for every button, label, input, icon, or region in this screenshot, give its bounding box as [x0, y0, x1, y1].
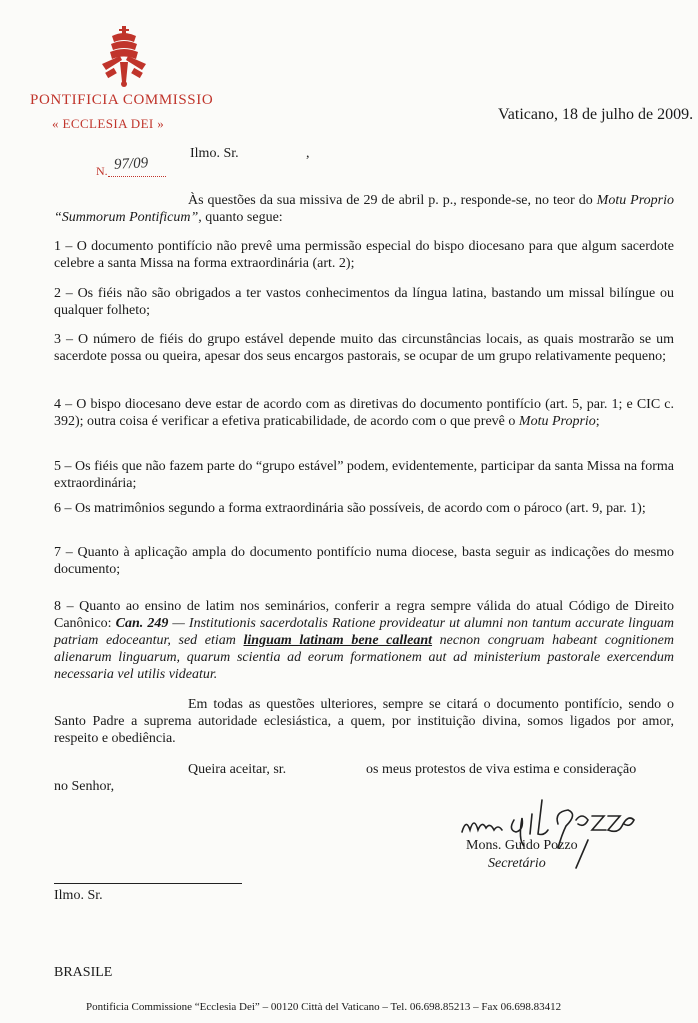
closing-paragraph: Em todas as questões ulteriores, sempre se citará o documento pontifício, sendo o Santo Padre a suprema autoridade eclesiástica, a quem, por instituição divina, somos ligados por amor, respeito e obediência. [54, 697, 674, 746]
reference-line [108, 176, 166, 177]
point-4-text: 4 – O bispo diocesano deve estar de acordo com as diretivas do documento pontifício (art. 5, par. 1; e CIC c. 392); outra coisa é verificar a efetiva praticabilidade, de acordo com o que prevê o [54, 397, 674, 429]
recipient-label: Ilmo. Sr. [54, 888, 103, 903]
intro-text: Às questões da sua missiva de 29 de abril p. p., responde-se, no teor do [188, 193, 597, 208]
org-name: PONTIFICIA COMMISSIO [30, 92, 214, 108]
reference-label: N. [96, 164, 108, 178]
point-4-end: ; [595, 414, 600, 429]
signatory-title: Secretário [488, 856, 546, 871]
intro-paragraph [54, 192, 674, 226]
closing-greeting-start: Queira aceitar, sr. [188, 762, 287, 777]
salutation: Ilmo. Sr. [190, 146, 239, 161]
point-1: 1 – O documento pontifício não prevê uma permissão especial do bispo diocesano para que algum sacerdote celebre a santa Missa na forma extraordinária (art. 2); [54, 239, 674, 271]
letter-date: Vaticano, 18 de julho de 2009. [498, 106, 694, 123]
reference-number: 97/09 [113, 155, 149, 173]
intro-text-end: , quanto segue: [198, 210, 283, 225]
recipient-country: BRASILE [54, 965, 113, 980]
point-4-document: Motu Proprio [518, 414, 596, 429]
canon-emphasis: linguam latinam bene calleant [243, 633, 433, 648]
point-7: 7 – Quanto à aplicação ampla do documento pontifício numa diocese, basta seguir as indicações do mesmo documento; [54, 545, 674, 577]
salutation-comma: , [306, 146, 310, 161]
point-5: 5 – Os fiéis que não fazem parte do “grupo estável” podem, evidentemente, participar da santa Missa na forma extraordinária; [54, 459, 674, 491]
signatory-name: Mons. Guido Pozzo [466, 838, 578, 853]
point-4 [54, 396, 674, 430]
point-6: 6 – Os matrimônios segundo a forma extraordinária são possíveis, de acordo com o pároco (art. 9, par. 1); [54, 501, 646, 516]
letter-footer: Pontificia Commissione “Ecclesia Dei” – 00120 Città del Vaticano – Tel. 06.698.85213 – Fax 06.698.83412 [86, 1001, 562, 1013]
org-subname: « ECCLESIA DEI » [52, 116, 165, 131]
intro-document-title: Motu Proprio “Summorum Pontificum” [54, 193, 674, 225]
recipient-divider [54, 883, 242, 884]
canon-text: — Institutionis sacerdotalis Ratione provideatur ut alumni non tantum accurate linguam patriam edoceantur, sed etiam [54, 616, 675, 648]
point-3: 3 – O número de fiéis do grupo estável depende muito das circunstâncias locais, as quais mostrarão se um sacerdote possa ou queira, apesar dos seus encargos pastorais, se ocupar de um grupo relativamente pequeno; [54, 332, 674, 364]
closing-greeting-end: os meus protestos de viva estima e consideração [366, 762, 637, 777]
point-2: 2 – Os fiéis não são obrigados a ter vastos conhecimentos da língua latina, bastando um missal bilíngue ou qualquer folheto; [54, 286, 674, 318]
papal-crest-icon [98, 26, 150, 88]
point-8 [54, 598, 674, 683]
point-8-text: 8 – Quanto ao ensino de latim nos seminários, conferir a regra sempre válida do atual Código de Direito Canônico: [54, 599, 674, 631]
closing-blessing: no Senhor, [54, 779, 115, 794]
canon-reference: Can. 249 [115, 616, 169, 631]
canon-text-end: necnon congruam habeant cognitionem alienarum linguarum, quarum scientia ad eorum formationem aut ad ministerium pastorale exercendum necessaria vel utilis videatur. [54, 633, 675, 682]
